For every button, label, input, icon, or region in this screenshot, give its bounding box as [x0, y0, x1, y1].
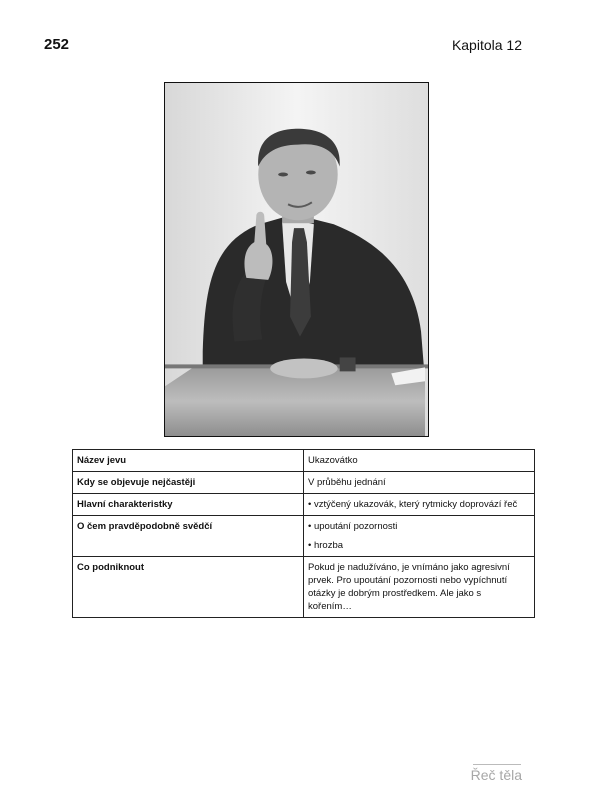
photograph-man-pointing: [164, 82, 429, 437]
row-value: Ukazovátko: [304, 450, 535, 472]
table-row: [73, 516, 535, 557]
bullet-item: • hrozba: [308, 540, 344, 551]
row-value: [304, 557, 535, 618]
row-label: Kdy se objevuje nejčastěji: [73, 472, 304, 494]
row-label: O čem pravděpodobně svědčí: [73, 516, 304, 557]
table-row: [73, 557, 535, 618]
row-label: Co podniknout: [73, 557, 304, 618]
row-value-text: Pokud je nadužíváno, je vnímáno jako agresivní prvek. Pro upoutání pozornosti nebo vypíchnutí otázky je dobrým prostředkem. Ale jako s kořením…: [308, 562, 510, 612]
row-label: Hlavní charakteristky: [73, 494, 304, 516]
row-value: [304, 516, 535, 557]
row-label: Název jevu: [73, 450, 304, 472]
page-number: 252: [44, 36, 70, 53]
bullet-item: • upoutání pozornosti: [308, 521, 398, 532]
table-row: [73, 450, 535, 472]
row-value: [304, 494, 535, 516]
footer-divider: [473, 764, 521, 765]
chapter-title: Kapitola 12: [451, 37, 522, 53]
info-table: [72, 449, 535, 618]
table-row: [73, 472, 535, 494]
footer-book-title: Řeč těla: [470, 767, 522, 783]
row-value: V průběhu jednání: [304, 472, 535, 494]
bullet-item: • vztýčený ukazovák, který rytmicky doprovází řeč: [308, 499, 518, 510]
table-row: [73, 494, 535, 516]
